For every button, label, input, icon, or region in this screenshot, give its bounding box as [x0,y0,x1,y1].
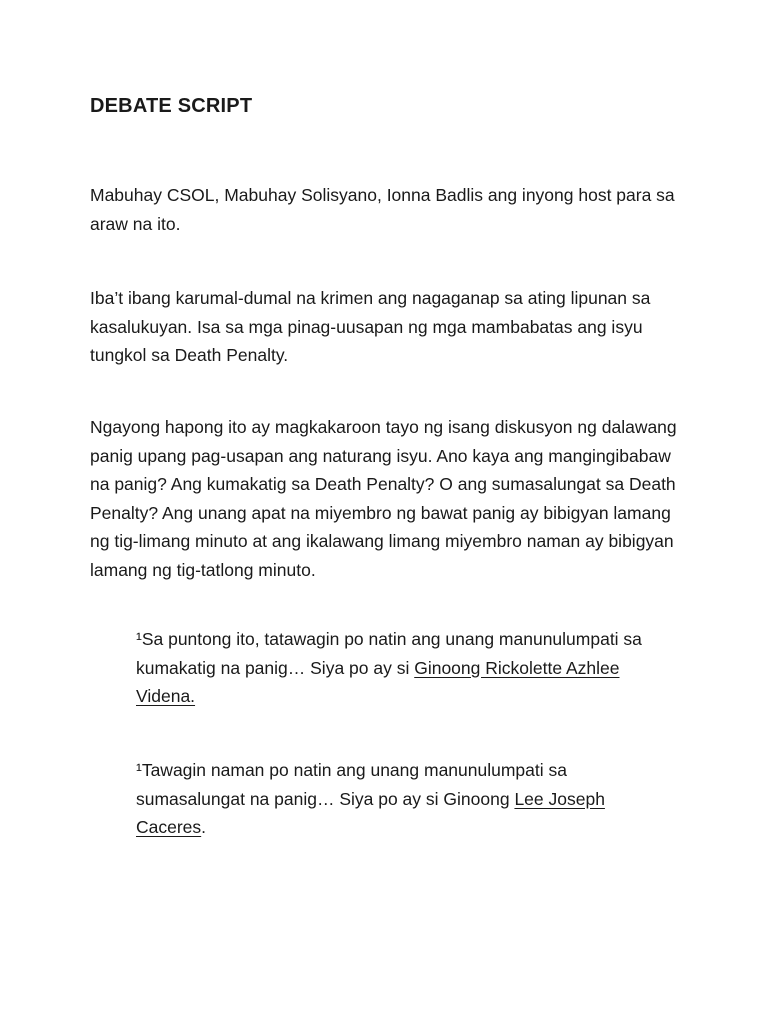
first-speaker-paragraph [136,625,656,711]
second-speaker-paragraph [136,756,656,842]
format-paragraph: Ngayong hapong ito ay magkakaroon tayo ng isang diskusyon ng dalawang panig upang pag-usapan ang naturang isyu. Ano kaya ang mangingibabaw na panig? Ang kumakatig sa Death Penalty? O ang sumasalungat sa Death Penalty? Ang unang apat na miyembro ng bawat panig ay bibigyan lamang ng tig-limang minuto at ang ikalawang limang miyembro naman ay bibigyan lamang ng tig-tatlong minuto. [90,417,677,580]
first-speaker-intro: ¹Sa puntong ito, tatawagin po natin ang unang manunulumpati sa kumakatig na panig… Siya po ay si [136,629,642,678]
context-paragraph: Iba’t ibang karumal-dumal na krimen ang nagaganap sa ating lipunan sa kasalukuyan. Isa sa mga pinag-uusapan ng mga mambabatas ang isyu tungkol sa Death Penalty. [90,288,651,365]
opening-paragraph: Mabuhay CSOL, Mabuhay Solisyano, Ionna Badlis ang inyong host para sa araw na ito. [90,185,675,234]
second-speaker-name: Lee Joseph Caceres [136,788,605,837]
second-speaker-intro: ¹Tawagin naman po natin ang unang manunulumpati sa sumasalungat na panig… Siya po ay si Ginoong [136,760,567,809]
first-speaker-name: Ginoong Rickolette Azhlee Videna. [136,657,620,706]
second-speaker-period: . [201,817,207,837]
document-title: DEBATE SCRIPT [90,95,253,117]
